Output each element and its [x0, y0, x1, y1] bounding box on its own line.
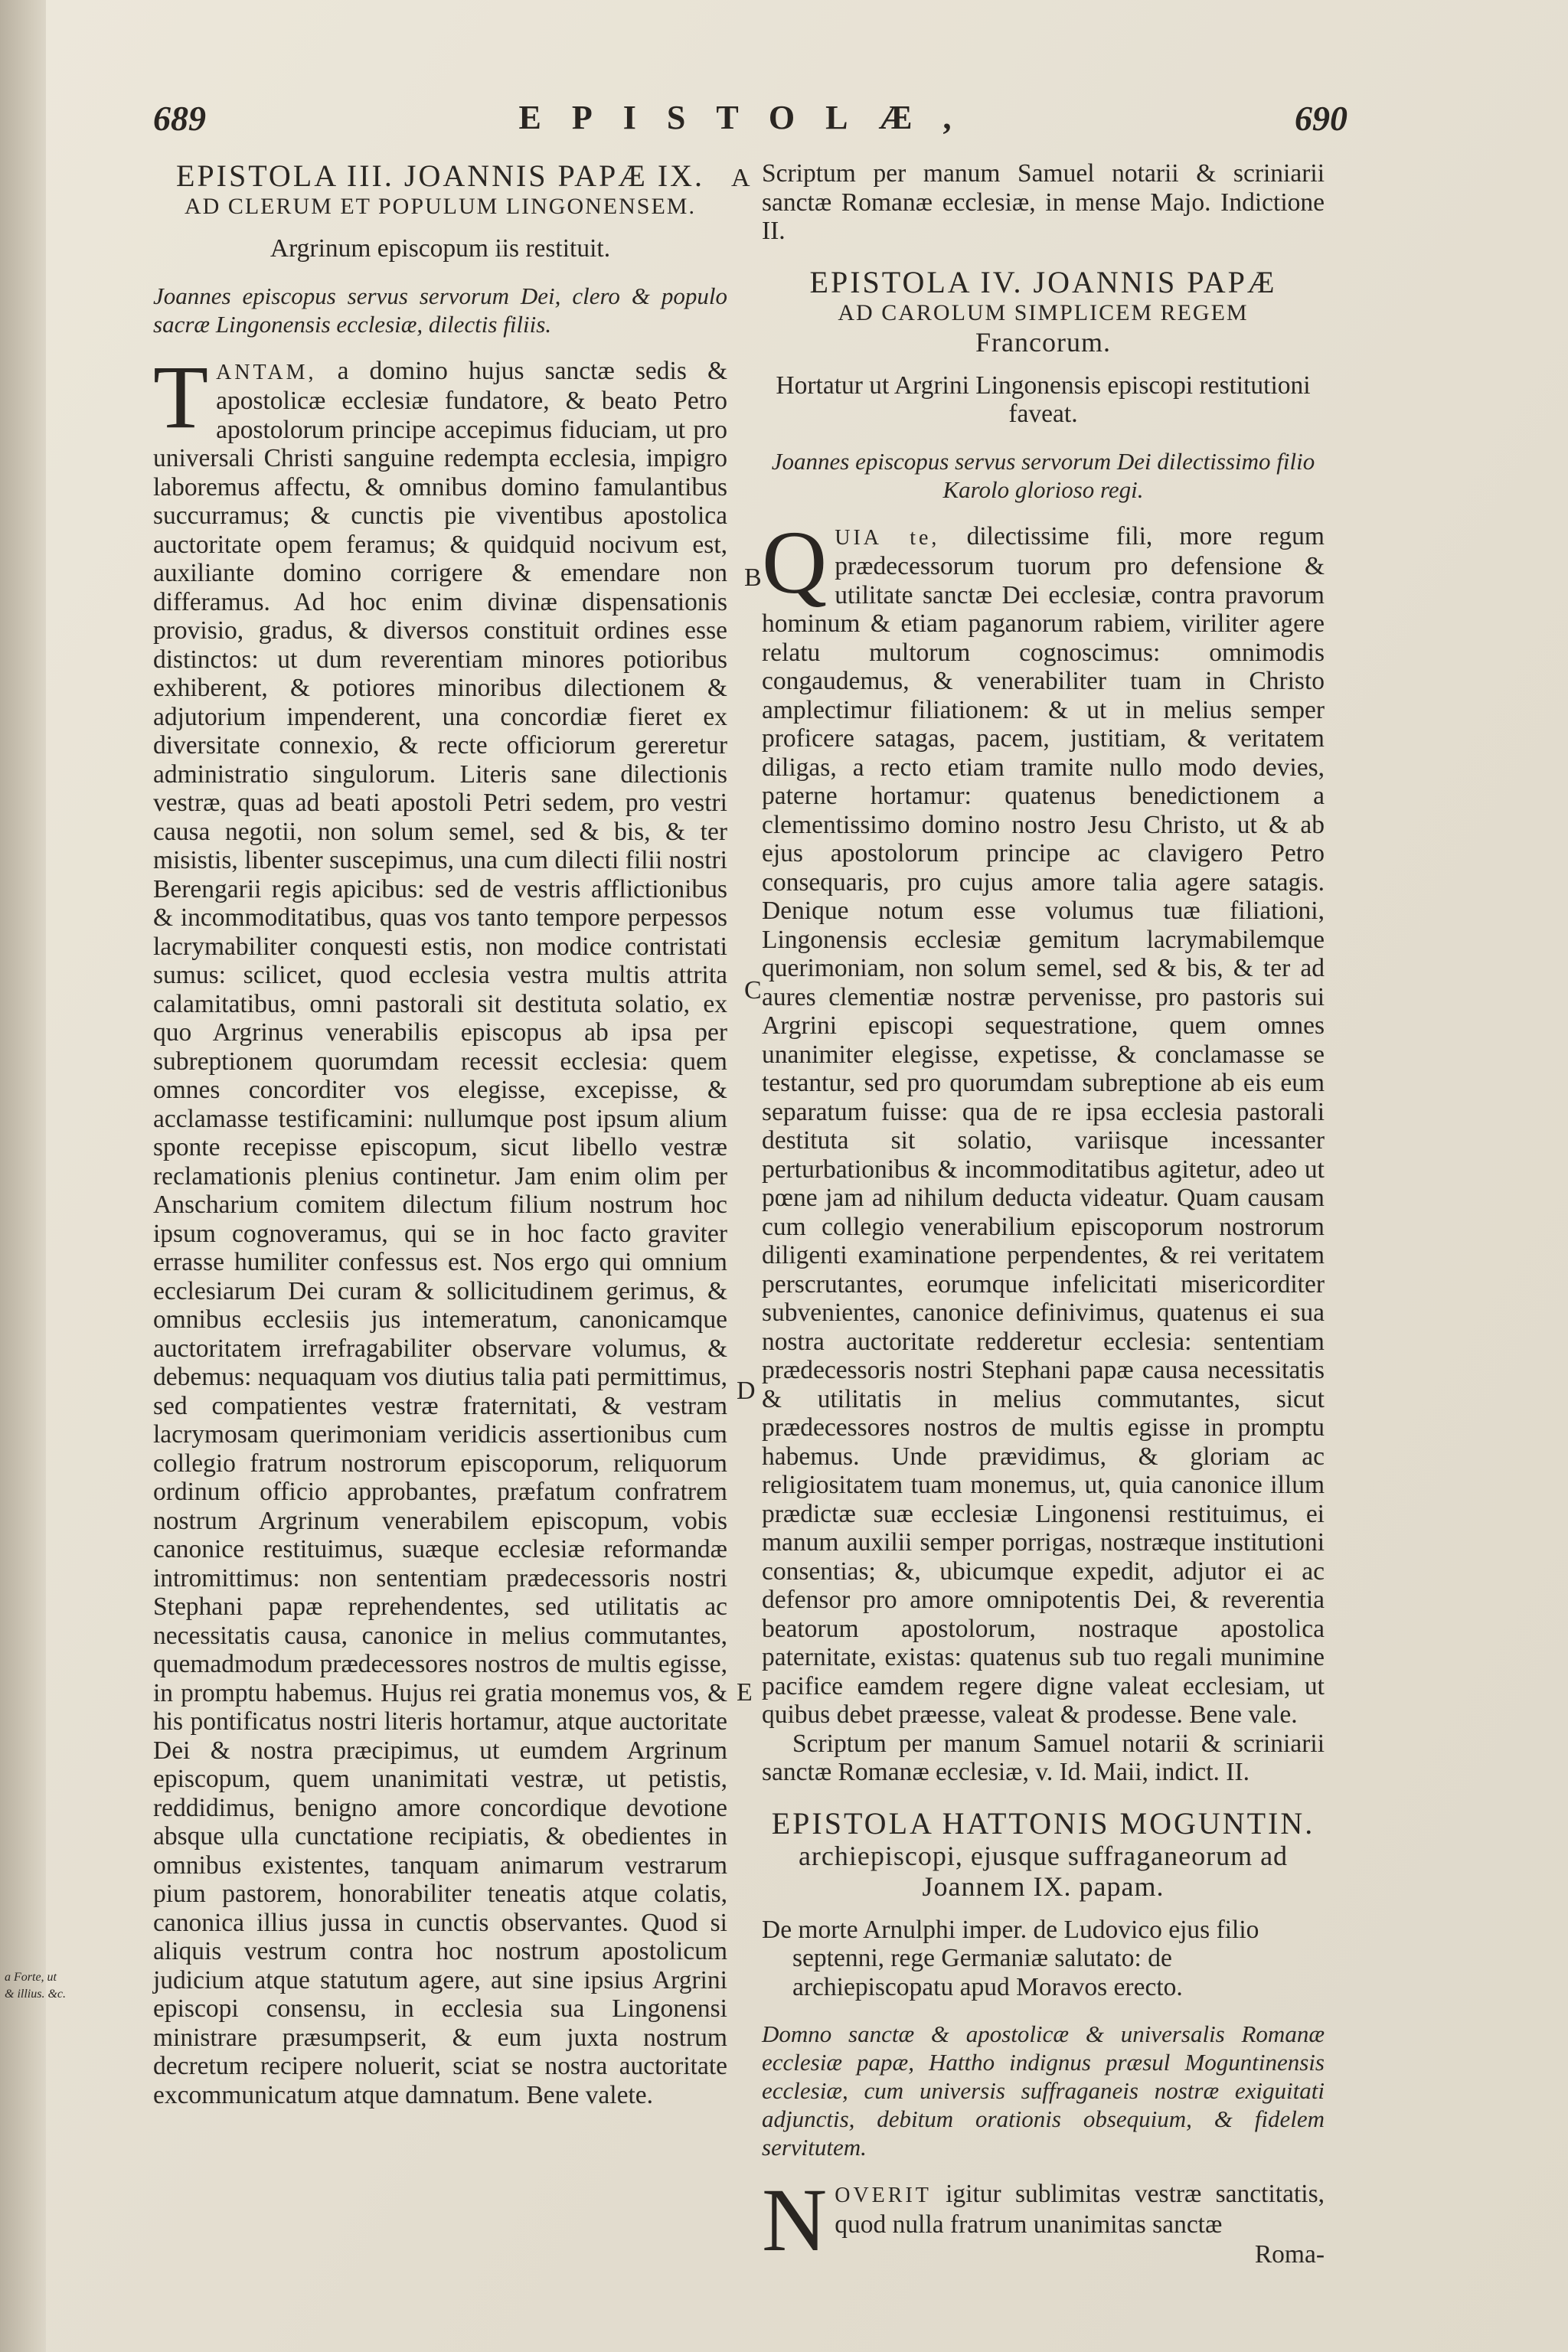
letter-3-title: EPISTOLA III. JOANNIS PAPÆ IX.	[175, 158, 705, 193]
letter-3-recipients: AD CLERUM ET POPULUM LINGONENSEM.	[185, 194, 696, 219]
left-column	[153, 159, 727, 2109]
letter-3-subscription: Scriptum per manum Samuel notarii & scriniarii sanctæ Romanæ ecclesiæ, in mense Majo. Indictione II.	[762, 159, 1325, 245]
letter-5-summary: De morte Arnulphi imper. de Ludovico ejus filio septenni, rege Germaniæ salutato: de archiepiscopatu apud Moravos erecto.	[762, 1915, 1259, 2001]
section-marker-b: B	[744, 564, 762, 592]
letter-4-summary: Hortatur ut Argrini Lingonensis episcopi restitutioni faveat.	[776, 371, 1311, 428]
letter-4-text: dilectissime fili, more regum prædecessorum tuorum pro defensione & utilitate sanctæ Dei ecclesiæ, contra pravorum hominum & etiam paganorum rabiem, viriliter agere relatu multorum cognoscimus: omnimodis congaudemus, & venerabiliter tuam in Christo amplectimur filiationem: & ut in melius semper proficere satagas, pacem, justitiam, & veritatem diligas, a recto etiam tramite nullo modo devies, paterne hortamur: quatenus benedictionem a clementissimo domino nostro Jesu Christo, ut & ab ejus apostolorum principe ac clavigero Petro consequaris, pro cujus amore talia agere satagis. Denique notum esse volumus tuæ filiationi, Lingonensis ecclesiæ gemitum lacrymabilemque querimoniam, non solum semel, sed & bis, & ter ad aures clementiæ nostræ pervenisse, pro pastoris sui Argrini episcopi sequestratione, quem omnes unanimiter elegisse, expetisse, & conclamasse se testantur, sed pro quorumdam subreptione ab eis eum separatum fuisse: qua de re ipsa ecclesia pastorali destituta sit solatio, variisque incessanter perturbationibus & incommoditatibus agitetur, adeo ut pœne jam ad nihilum deducta videatur. Quam causam cum collegio venerabilium episcoporum nostrorum diligenti examinatione perpendentes, & rei veritatem perscrutantes, eorumque infelicitati misericorditer subvenientes, canonice definivimus, quatenus ei sua nostra auctoritate redderetur ecclesia: sententiam prædecessoris nostri Stephani papæ causa necessitatis & utilitatis in melius commutantes, sicut prædecessores nostros de multis egisse in promptu habemus. Unde prævidimus, & gloriam ac religiositatem tuam monemus, ut, quia canonice illum prædictæ suæ ecclesiæ Lingonensi restituimus, ei manum auxilii semper porrigas, nostræque institutioni consentias; &, ubicumque expedit, adjutor ei ac defensor pro amore omnipotentis Dei, & reverentia beatorum apostolorum, nostraque apostolica paternitate, existas: quatenus sub tuo regali munimine pacifice eamdem regere digne valeat ecclesiam, ut quibus debet præesse, valeat & prodesse. Bene vale.	[762, 521, 1325, 1729]
section-marker-e: E	[737, 1678, 753, 1707]
drop-cap-q: Q	[762, 511, 828, 612]
catchword: Roma-	[1254, 2240, 1325, 2269]
drop-cap-t: T	[153, 346, 209, 447]
running-header	[153, 98, 1348, 152]
letter-5-title: EPISTOLA HATTONIS MOGUNTIN.	[771, 1805, 1315, 1841]
letter-5-salutation: Domno sanctæ & apostolicæ & universalis Romanæ ecclesiæ papæ, Hattho indignus præsul Moguntinensis ecclesiæ, cum universis suffraganeis nostræ exiguitati adjunctis, debitum orationis obsequium, & fidelem servitutem.	[762, 2020, 1325, 2161]
page-number-right: 690	[1295, 99, 1348, 138]
section-marker-c: C	[744, 976, 762, 1004]
letter-4-subscription: Scriptum per manum Samuel notarii & scriniarii sanctæ Romanæ ecclesiæ, v. Id. Maii, indict. II.	[762, 1729, 1325, 1786]
letter-4-recipient-cont: Francorum.	[975, 326, 1111, 358]
letter-4-body	[762, 511, 1325, 1730]
running-title: EPISTOLÆ,	[518, 99, 982, 136]
letter-4-salutation: Joannes episcopus servus servorum Dei dilectissimo filio Karolo glorioso regi.	[771, 447, 1315, 503]
letter-5-title-line3: Joannem IX. papam.	[922, 1870, 1165, 1902]
letter-4-lead: UIA te,	[835, 525, 940, 550]
letter-3-lead: ANTAM,	[216, 360, 317, 384]
letter-3-body	[153, 346, 728, 2110]
right-column	[762, 159, 1325, 2295]
letter-3-text: a domino hujus sanctæ sedis & apostolicæ ecclesiæ fundatore, & beato Petro apostolorum principe accepimus fiduciam, ut pro universali Christi sanguine redempta ecclesia, impigro laboremus affectu, & omnibus domino famulantibus succurramus; & cunctis pie viventibus apostolica auctoritate opem feramus; & quidquid nocivum est, auxiliante domino corrigere & emendare non differamus. Ad hoc enim divinæ dispensationis provisio, gradus, & diversos constituit ordines esse distinctos: ut dum reverentiam minores potioribus exhiberent, & potiores minoribus dilectionem & adjutorium impenderent, una concordiæ fieret ex diversitate connexio, & recte officiorum gereretur administratio singulorum. Literis sane dilectionis vestræ, quas ad beati apostoli Petri sedem, pro vestri causa negotii, non solum semel, sed & bis, & ter misistis, libenter suscepimus, una cum dilecti filii nostri Berengarii regis apicibus: sed de vestris afflictionibus & incommoditatibus, quas vos tanto tempore perpessos lacrymabiliter conquesti estis, non modice contristati sumus: scilicet, quod ecclesia vestra multis attrita calamitatibus, omni pastorali sit destituta solatio, ex quo Argrinus venerabilis episcopus ab ipsa per subreptionem quorumdam recessit ecclesia: quem omnes concorditer vos elegisse, excepisse, & acclamasse testificamini: nullumque post ipsum alium sponte recepisse episcopum, sicut libello vestræ reclamationis plenius continetur. Jam enim olim per Anscharium comitem dilectum filium nostrum hoc ipsum cognoveramus, qui se in hoc facto graviter errasse humiliter confessus est. Nos ergo qui omnium ecclesiarum Dei curam & sollicitudinem gerimus, & omnibus ecclesiis jus intemeratum, canonicamque auctoritatem irrefragabiliter observare volumus, & debemus: nequaquam vos diutius talia pati permittimus, sed compatientes vestræ fraternitati, & vestram lacrymosam querimoniam veridicis assertionibus cum collegio fratrum nostrorum episcoporum, reliquorum ordinum officio approbantes, præfatum confratrem nostrum Argrinum venerabilem episcopum, vobis canonice restituimus, suæque ecclesiæ reformandæ intromittimus: non sententiam prædecessoris nostri Stephani papæ reprehendentes, sed utilitatis ac necessitatis causa, canonice in melius commutantes, quemadmodum prædecessores nostros de multis egisse, in promptu habemus. Hujus rei gratia monemus vos, & his pontificatus nostri literis hortamur, atque auctoritate Dei & nostra præcipimus, ut eumdem Argrinum episcopum, quem unanimitati vestræ, ut petistis, reddidimus, benigno amore concordique devotione absque ulla cunctatione recipiatis, & obedientes in omnibus existentes, tanquam animarum vestrarum pium pastorem, honorabiliter teneatis atque colatis, canonica illius jussa in cunctis observantes. Quod si aliquis vestrum contra hoc nostrum apostolicum judicium atque statutum agere, aut sine ipsius Argrini episcopi consensu, in ecclesia sua Lingonensi ministrare præsumpserit, & eum juxta nostrum decretum recipere noluerit, sciat se nostra auctoritate excommunicatum atque damnatum. Bene valete.	[153, 356, 728, 2109]
letter-3-salutation: Joannes episcopus servus servorum Dei, clero & populo sacræ Lingonensis ecclesiæ, dilectis filiis.	[153, 282, 727, 338]
letter-4-title: EPISTOLA IV. JOANNIS PAPÆ	[809, 264, 1277, 299]
section-marker-d: D	[737, 1377, 756, 1405]
letter-4-recipient: AD CAROLUM SIMPLICEM REGEM	[838, 299, 1249, 325]
letter-5-title-line2: archiepiscopi, ejusque suffraganeorum ad	[798, 1840, 1289, 1871]
section-marker-a: A	[731, 164, 750, 192]
margin-note: a Forte, ut & illius. &c.	[5, 1971, 66, 2001]
letter-5-lead: OVERIT	[835, 2184, 932, 2207]
drop-cap-n: N	[762, 2170, 828, 2270]
page-number-left: 689	[153, 99, 206, 138]
letter-3-summary: Argrinum episcopum iis restituit.	[270, 234, 611, 263]
letter-5-text: igitur sublimitas vestræ sanctitatis, quod nulla fratrum unanimitas sanctæ	[835, 2180, 1325, 2239]
